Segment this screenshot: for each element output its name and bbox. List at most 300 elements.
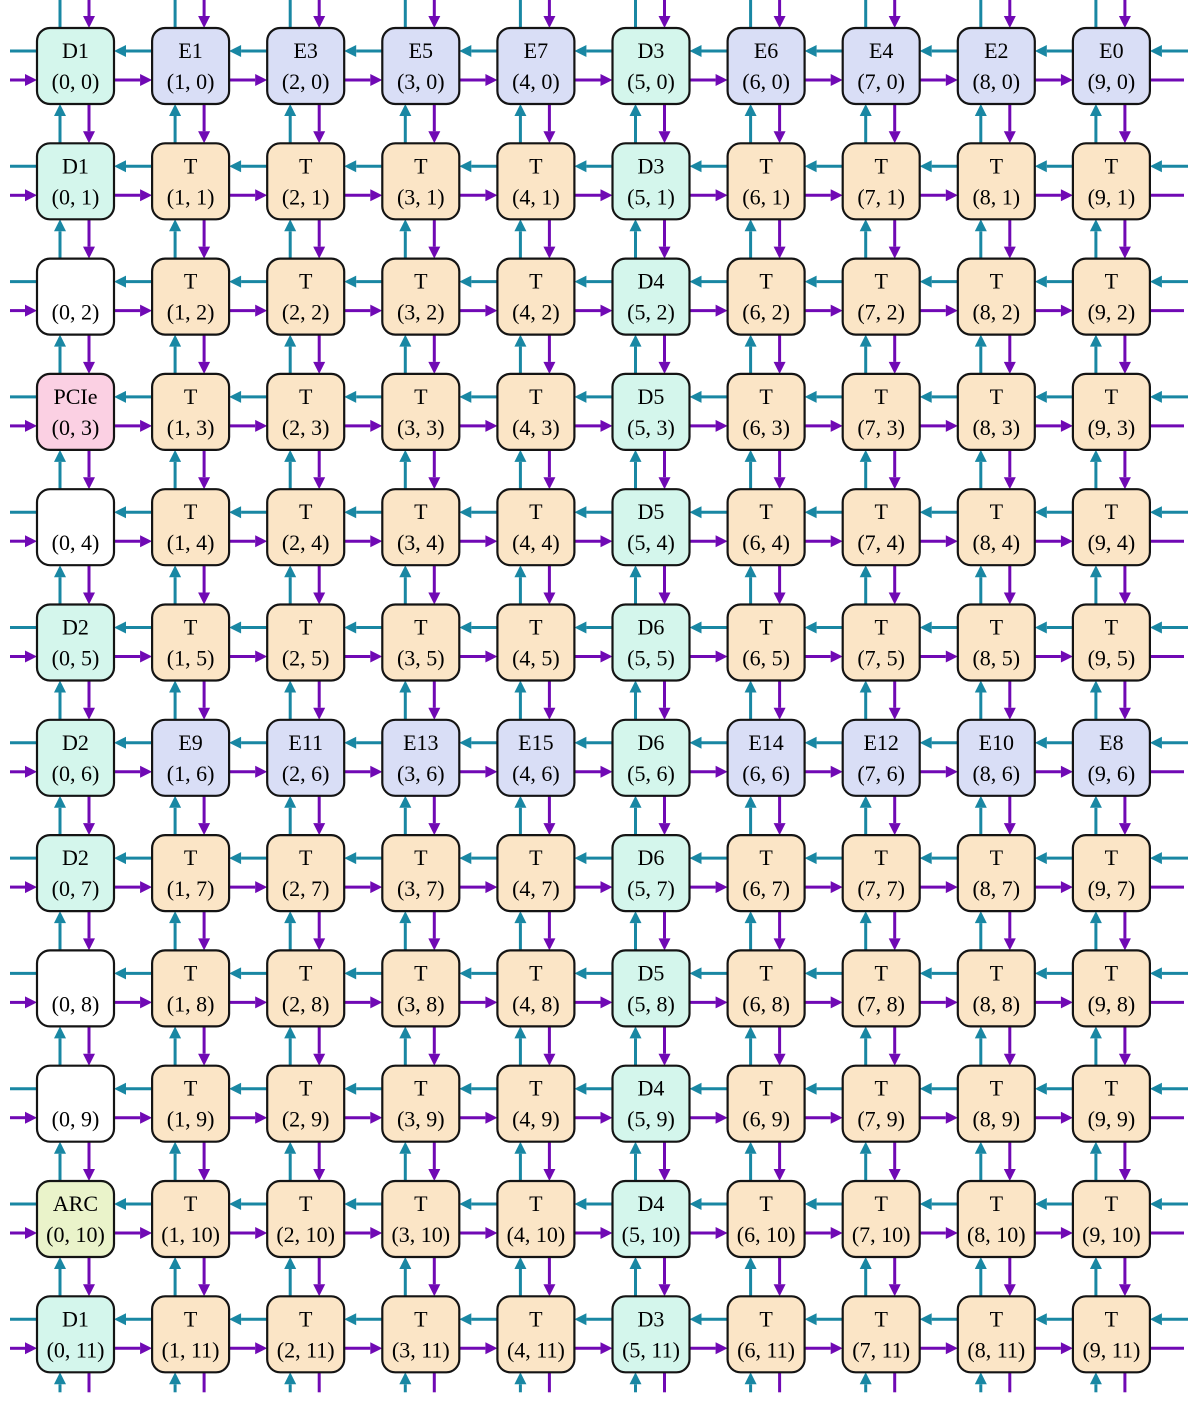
noc1-link-left-arrowhead <box>690 1083 702 1095</box>
noc0-link-down-arrowhead <box>659 1054 671 1066</box>
node-label: T <box>414 499 428 525</box>
noc1-link-up-arrowhead <box>745 104 757 116</box>
noc0-link-right-arrowhead <box>831 881 843 893</box>
node-label: T <box>989 614 1004 640</box>
node-7-11 <box>843 1296 920 1372</box>
noc0-link-right-arrowhead <box>370 189 382 201</box>
noc1-link-up-arrowhead <box>1090 335 1102 347</box>
node-coord: (4, 5) <box>512 645 560 671</box>
node-coord: (6, 2) <box>742 299 790 325</box>
node-label: T <box>183 1306 198 1332</box>
node-coord: (8, 6) <box>972 760 1021 786</box>
noc0-link-right-arrowhead <box>370 535 382 547</box>
noc1-link-left-arrowhead <box>114 1083 126 1095</box>
noc0-link-right-arrowhead <box>831 535 843 547</box>
noc1-link-left-arrowhead <box>574 1313 586 1325</box>
node-coord: (1, 1) <box>166 184 215 210</box>
noc0-link-down-arrowhead <box>83 593 95 605</box>
noc0-link-down-arrowhead <box>889 362 901 374</box>
noc1-link-up-arrowhead <box>745 1142 757 1154</box>
node-9-0 <box>1073 28 1150 104</box>
noc1-link-left-arrowhead <box>459 967 471 979</box>
noc1-link-left-arrowhead <box>805 1083 817 1095</box>
node-label: E14 <box>748 729 784 755</box>
node-coord: (6, 1) <box>742 184 790 210</box>
noc1-link-left-arrowhead <box>344 1083 356 1095</box>
noc0-link-down-arrowhead <box>543 362 555 374</box>
node-label: D1 <box>62 1306 89 1332</box>
node-label: T <box>298 960 313 986</box>
node-9-6 <box>1073 720 1150 796</box>
noc0-link-down-arrowhead <box>313 1284 325 1296</box>
node-8-10 <box>958 1181 1035 1257</box>
node-0-0 <box>37 28 114 104</box>
noc0-link-right-arrowhead <box>831 1342 843 1354</box>
node-6-7 <box>728 835 805 911</box>
noc1-link-up-arrowhead <box>169 104 181 116</box>
node-2-10 <box>267 1181 344 1257</box>
noc0-link-right-arrowhead <box>370 74 382 86</box>
noc1-link-left-arrowhead <box>1035 1313 1047 1325</box>
node-label: T <box>414 1075 428 1101</box>
node-coord: (0, 3) <box>51 414 100 440</box>
noc1-link-left-arrowhead <box>459 1313 471 1325</box>
node-coord: (1, 9) <box>166 1106 215 1132</box>
noc1-link-up-arrowhead <box>630 796 642 808</box>
noc1-link-up-arrowhead <box>169 1142 181 1154</box>
noc1-link-left-arrowhead <box>114 1313 126 1325</box>
node-label: T <box>989 960 1004 986</box>
noc0-link-down-arrowhead <box>313 708 325 720</box>
noc1-link-up-arrowhead <box>514 911 526 923</box>
node-coord: (4, 8) <box>512 991 560 1017</box>
noc0-link-down-arrowhead <box>313 593 325 605</box>
node-6-6 <box>728 720 805 796</box>
node-label: T <box>414 614 428 640</box>
node-5-6 <box>613 720 690 796</box>
node-label: T <box>759 614 773 640</box>
node-label: E7 <box>523 38 549 63</box>
noc0-link-right-arrowhead <box>946 766 958 778</box>
node-coord: (0, 2) <box>51 299 100 325</box>
noc0-link-down-arrowhead <box>543 938 555 950</box>
noc0-link-down-arrowhead <box>889 131 901 143</box>
noc0-link-down-arrowhead <box>428 477 440 489</box>
node-coord: (4, 10) <box>506 1222 566 1247</box>
noc0-link-right-arrowhead <box>831 996 843 1008</box>
noc1-stub-left-arrowhead <box>1150 737 1162 749</box>
noc0-link-down-arrowhead <box>313 362 325 374</box>
noc1-link-up-arrowhead <box>860 219 872 231</box>
noc1-link-up-arrowhead <box>860 565 872 577</box>
noc0-link-right-arrowhead <box>370 305 382 317</box>
noc0-link-down-arrowhead <box>1119 477 1131 489</box>
noc0-link-down-arrowhead <box>543 131 555 143</box>
noc1-link-left-arrowhead <box>1035 1083 1047 1095</box>
node-label: T <box>183 153 198 179</box>
noc0-link-right-arrowhead <box>946 305 958 317</box>
noc0-link-down-arrowhead <box>774 938 786 950</box>
noc0-link-down-arrowhead <box>889 593 901 605</box>
node-coord: (3, 10) <box>391 1222 451 1247</box>
node-6-5 <box>728 605 805 681</box>
noc1-link-left-arrowhead <box>1035 391 1047 403</box>
node-label: E6 <box>753 38 779 63</box>
noc0-link-right-arrowhead <box>370 881 382 893</box>
noc0-stub-right-entry-arrowhead <box>25 535 37 547</box>
noc1-link-up-arrowhead <box>1090 911 1102 923</box>
node-0-5 <box>37 605 114 681</box>
node-coord: (0, 7) <box>51 876 100 902</box>
noc1-link-up-arrowhead <box>630 1026 642 1038</box>
noc0-link-right-arrowhead <box>1061 535 1073 547</box>
noc0-link-right-arrowhead <box>370 420 382 432</box>
noc1-stub-up-arrowhead <box>54 1372 66 1384</box>
noc0-link-right-arrowhead <box>601 420 613 432</box>
node-label: T <box>1104 153 1119 179</box>
noc1-link-left-arrowhead <box>574 852 586 864</box>
node-coord: (5, 1) <box>627 184 675 210</box>
noc1-link-up-arrowhead <box>514 1026 526 1038</box>
noc0-link-down-arrowhead <box>543 477 555 489</box>
noc0-link-right-arrowhead <box>1061 189 1073 201</box>
node-coord: (4, 6) <box>512 760 560 786</box>
node-label: E11 <box>288 729 324 755</box>
node-3-11 <box>382 1296 459 1372</box>
noc0-link-right-arrowhead <box>485 189 497 201</box>
noc1-link-up-arrowhead <box>399 1026 411 1038</box>
node-2-3 <box>267 374 344 450</box>
noc1-link-up-arrowhead <box>399 911 411 923</box>
node-2-11 <box>267 1296 344 1372</box>
noc0-link-right-arrowhead <box>601 1342 613 1354</box>
node-coord: (2, 3) <box>281 414 330 440</box>
noc1-link-up-arrowhead <box>745 1257 757 1269</box>
noc0-link-down-arrowhead <box>1004 247 1016 259</box>
noc0-link-down-arrowhead <box>1004 1284 1016 1296</box>
noc1-link-left-arrowhead <box>1035 160 1047 172</box>
node-2-7 <box>267 835 344 911</box>
noc0-link-down-arrowhead <box>428 247 440 259</box>
node-8-4 <box>958 489 1035 565</box>
node-coord: (5, 6) <box>627 760 675 786</box>
noc1-link-left-arrowhead <box>690 45 702 57</box>
node-label: E15 <box>518 729 554 755</box>
node-4-10 <box>497 1181 574 1257</box>
noc0-stub-right-entry-arrowhead <box>25 651 37 663</box>
node-label: E5 <box>408 38 434 63</box>
node-coord: (8, 7) <box>972 876 1021 902</box>
noc1-link-up-arrowhead <box>975 681 987 693</box>
noc0-link-right-arrowhead <box>716 535 728 547</box>
node-label: D2 <box>62 614 89 640</box>
node-7-4 <box>843 489 920 565</box>
noc1-link-up-arrowhead <box>54 104 66 116</box>
node-label: D5 <box>637 383 665 409</box>
node-label: T <box>414 1191 428 1216</box>
noc1-link-left-arrowhead <box>459 852 471 864</box>
noc1-link-left-arrowhead <box>459 1198 471 1210</box>
node-0-6 <box>37 720 114 796</box>
node-7-7 <box>843 835 920 911</box>
noc0-link-right-arrowhead <box>370 766 382 778</box>
noc0-link-right-arrowhead <box>255 1112 267 1124</box>
noc0-link-down-arrowhead <box>83 247 95 259</box>
node-label: E2 <box>984 38 1009 63</box>
node-coord: (7, 10) <box>851 1222 911 1247</box>
noc1-link-up-arrowhead <box>514 450 526 462</box>
node-5-10 <box>613 1181 690 1257</box>
noc1-link-left-arrowhead <box>574 45 586 57</box>
node-label: T <box>1104 614 1119 640</box>
noc1-link-up-arrowhead <box>284 219 296 231</box>
node-label: T <box>529 960 543 986</box>
noc1-link-up-arrowhead <box>399 1142 411 1154</box>
noc0-stub-down-entry-arrowhead <box>543 16 555 28</box>
noc1-link-up-arrowhead <box>630 335 642 347</box>
noc1-stub-left-arrowhead <box>1150 622 1162 634</box>
noc0-link-right-arrowhead <box>1061 651 1073 663</box>
noc0-link-right-arrowhead <box>716 305 728 317</box>
node-label: T <box>874 499 888 525</box>
noc1-link-left-arrowhead <box>920 967 932 979</box>
node-label: T <box>759 268 773 294</box>
noc1-stub-left-arrowhead <box>1150 506 1162 518</box>
node-3-6 <box>382 720 459 796</box>
noc0-link-right-arrowhead <box>140 420 152 432</box>
noc1-link-up-arrowhead <box>169 450 181 462</box>
node-label: T <box>529 383 543 409</box>
noc1-link-left-arrowhead <box>229 1198 241 1210</box>
node-2-6 <box>267 720 344 796</box>
noc1-link-up-arrowhead <box>169 796 181 808</box>
node-9-3 <box>1073 374 1150 450</box>
noc1-link-left-arrowhead <box>344 852 356 864</box>
node-coord: (5, 8) <box>627 991 675 1017</box>
node-4-9 <box>497 1066 574 1142</box>
node-9-8 <box>1073 950 1150 1026</box>
node-coord: (2, 5) <box>281 645 330 671</box>
noc0-link-right-arrowhead <box>601 535 613 547</box>
node-label: T <box>989 1306 1004 1332</box>
node-coord: (5, 0) <box>627 69 675 94</box>
node-1-1 <box>152 143 229 219</box>
noc1-link-left-arrowhead <box>459 1083 471 1095</box>
noc0-link-down-arrowhead <box>774 362 786 374</box>
node-coord: (7, 2) <box>857 299 906 325</box>
noc1-link-up-arrowhead <box>284 681 296 693</box>
node-coord: (1, 6) <box>166 760 215 786</box>
noc0-link-down-arrowhead <box>83 823 95 835</box>
noc1-link-left-arrowhead <box>805 622 817 634</box>
node-coord: (8, 2) <box>972 299 1021 325</box>
node-coord: (9, 11) <box>1082 1337 1141 1363</box>
noc1-link-up-arrowhead <box>169 681 181 693</box>
node-0-9 <box>37 1066 114 1142</box>
node-7-2 <box>843 259 920 335</box>
noc0-link-right-arrowhead <box>1061 1227 1073 1239</box>
node-label: D6 <box>637 614 665 640</box>
noc0-link-down-arrowhead <box>1004 131 1016 143</box>
noc1-link-up-arrowhead <box>860 1257 872 1269</box>
noc0-link-down-arrowhead <box>428 1284 440 1296</box>
noc0-link-down-arrowhead <box>774 1169 786 1181</box>
node-coord: (9, 6) <box>1087 760 1136 786</box>
node-6-2 <box>728 259 805 335</box>
node-coord: (6, 6) <box>742 760 790 786</box>
node-1-7 <box>152 835 229 911</box>
noc0-link-right-arrowhead <box>140 305 152 317</box>
noc1-link-left-arrowhead <box>805 737 817 749</box>
node-label: T <box>759 1306 773 1332</box>
noc0-link-right-arrowhead <box>140 74 152 86</box>
node-coord: (9, 1) <box>1087 184 1136 210</box>
node-coord: (1, 5) <box>166 645 215 671</box>
noc0-link-down-arrowhead <box>313 823 325 835</box>
node-4-2 <box>497 259 574 335</box>
node-1-9 <box>152 1066 229 1142</box>
noc0-stub-right-entry-arrowhead <box>25 1227 37 1239</box>
node-coord: (3, 7) <box>396 876 445 902</box>
noc1-link-left-arrowhead <box>344 506 356 518</box>
noc0-link-right-arrowhead <box>255 305 267 317</box>
noc0-stub-right-entry-arrowhead <box>25 305 37 317</box>
noc1-link-left-arrowhead <box>114 852 126 864</box>
noc0-link-right-arrowhead <box>716 881 728 893</box>
node-label: T <box>759 499 773 525</box>
noc0-link-down-arrowhead <box>313 477 325 489</box>
node-5-5 <box>613 605 690 681</box>
noc0-link-down-arrowhead <box>543 708 555 720</box>
noc1-link-left-arrowhead <box>690 622 702 634</box>
noc1-link-left-arrowhead <box>1035 45 1047 57</box>
noc0-link-right-arrowhead <box>485 535 497 547</box>
node-4-0 <box>497 28 574 104</box>
node-coord: (3, 5) <box>396 645 445 671</box>
noc1-stub-up-arrowhead <box>975 1372 987 1384</box>
noc0-link-right-arrowhead <box>946 881 958 893</box>
noc1-link-up-arrowhead <box>630 450 642 462</box>
noc0-stub-down-entry-arrowhead <box>83 16 95 28</box>
noc1-stub-left-arrowhead <box>1150 160 1162 172</box>
noc0-link-down-arrowhead <box>313 1054 325 1066</box>
noc1-link-left-arrowhead <box>690 1313 702 1325</box>
node-label: E13 <box>403 729 439 755</box>
noc1-stub-left-arrowhead <box>1150 852 1162 864</box>
node-coord: (6, 11) <box>737 1337 796 1363</box>
noc1-link-up-arrowhead <box>399 1257 411 1269</box>
node-coord: (9, 5) <box>1087 645 1136 671</box>
noc0-link-down-arrowhead <box>1004 708 1016 720</box>
noc0-link-right-arrowhead <box>255 996 267 1008</box>
node-9-4 <box>1073 489 1150 565</box>
noc0-link-down-arrowhead <box>889 477 901 489</box>
node-0-8 <box>37 950 114 1026</box>
noc0-link-down-arrowhead <box>83 1169 95 1181</box>
noc0-link-down-arrowhead <box>1004 938 1016 950</box>
node-5-0 <box>613 28 690 104</box>
node-label: T <box>298 1075 313 1101</box>
noc0-link-down-arrowhead <box>659 823 671 835</box>
node-coord: (3, 8) <box>396 991 445 1017</box>
node-label: T <box>759 960 773 986</box>
node-coord: (0, 9) <box>51 1106 100 1132</box>
noc0-link-right-arrowhead <box>601 881 613 893</box>
node-9-1 <box>1073 143 1150 219</box>
noc0-link-right-arrowhead <box>601 996 613 1008</box>
noc1-link-up-arrowhead <box>284 450 296 462</box>
noc1-link-left-arrowhead <box>690 276 702 288</box>
noc0-link-right-arrowhead <box>831 420 843 432</box>
noc1-link-up-arrowhead <box>284 1142 296 1154</box>
noc1-link-up-arrowhead <box>54 1026 66 1038</box>
noc0-link-right-arrowhead <box>485 996 497 1008</box>
node-label: T <box>298 845 313 871</box>
node-label: T <box>874 1191 888 1216</box>
noc0-link-down-arrowhead <box>889 708 901 720</box>
noc0-link-down-arrowhead <box>83 1284 95 1296</box>
noc1-link-up-arrowhead <box>54 335 66 347</box>
node-coord: (8, 11) <box>967 1337 1026 1363</box>
node-coord: (3, 11) <box>391 1337 450 1363</box>
noc0-link-right-arrowhead <box>1061 1112 1073 1124</box>
noc1-link-up-arrowhead <box>630 104 642 116</box>
noc1-link-left-arrowhead <box>114 276 126 288</box>
node-label: D3 <box>637 38 665 63</box>
noc0-link-down-arrowhead <box>659 362 671 374</box>
node-label: T <box>759 153 773 179</box>
noc0-link-right-arrowhead <box>370 1227 382 1239</box>
node-label: T <box>529 614 543 640</box>
noc1-stub-up-arrowhead <box>745 1372 757 1384</box>
noc1-link-up-arrowhead <box>630 911 642 923</box>
noc0-link-down-arrowhead <box>543 1284 555 1296</box>
node-label: T <box>989 499 1004 525</box>
noc1-link-left-arrowhead <box>344 160 356 172</box>
noc1-link-left-arrowhead <box>1035 1198 1047 1210</box>
noc1-link-up-arrowhead <box>514 565 526 577</box>
noc1-link-left-arrowhead <box>114 45 126 57</box>
noc1-link-left-arrowhead <box>574 276 586 288</box>
node-coord: (2, 0) <box>281 69 330 94</box>
node-2-2 <box>267 259 344 335</box>
noc0-link-down-arrowhead <box>659 938 671 950</box>
node-label: D5 <box>637 960 665 986</box>
noc1-link-left-arrowhead <box>1035 852 1047 864</box>
node-8-0 <box>958 28 1035 104</box>
node-label: D2 <box>62 845 89 871</box>
noc1-link-left-arrowhead <box>344 737 356 749</box>
noc0-link-down-arrowhead <box>889 1054 901 1066</box>
noc1-link-left-arrowhead <box>690 506 702 518</box>
noc1-link-up-arrowhead <box>514 104 526 116</box>
node-coord: (2, 4) <box>281 530 330 556</box>
node-label: T <box>183 845 198 871</box>
node-3-7 <box>382 835 459 911</box>
node-4-4 <box>497 489 574 565</box>
node-label: T <box>874 268 888 294</box>
noc1-link-left-arrowhead <box>805 967 817 979</box>
noc1-link-up-arrowhead <box>1090 681 1102 693</box>
noc1-link-left-arrowhead <box>574 622 586 634</box>
noc1-link-up-arrowhead <box>975 450 987 462</box>
node-label: T <box>298 383 313 409</box>
node-label: D1 <box>62 153 89 179</box>
node-label: T <box>414 960 428 986</box>
noc1-link-up-arrowhead <box>860 104 872 116</box>
noc1-link-up-arrowhead <box>399 796 411 808</box>
noc0-link-down-arrowhead <box>543 247 555 259</box>
